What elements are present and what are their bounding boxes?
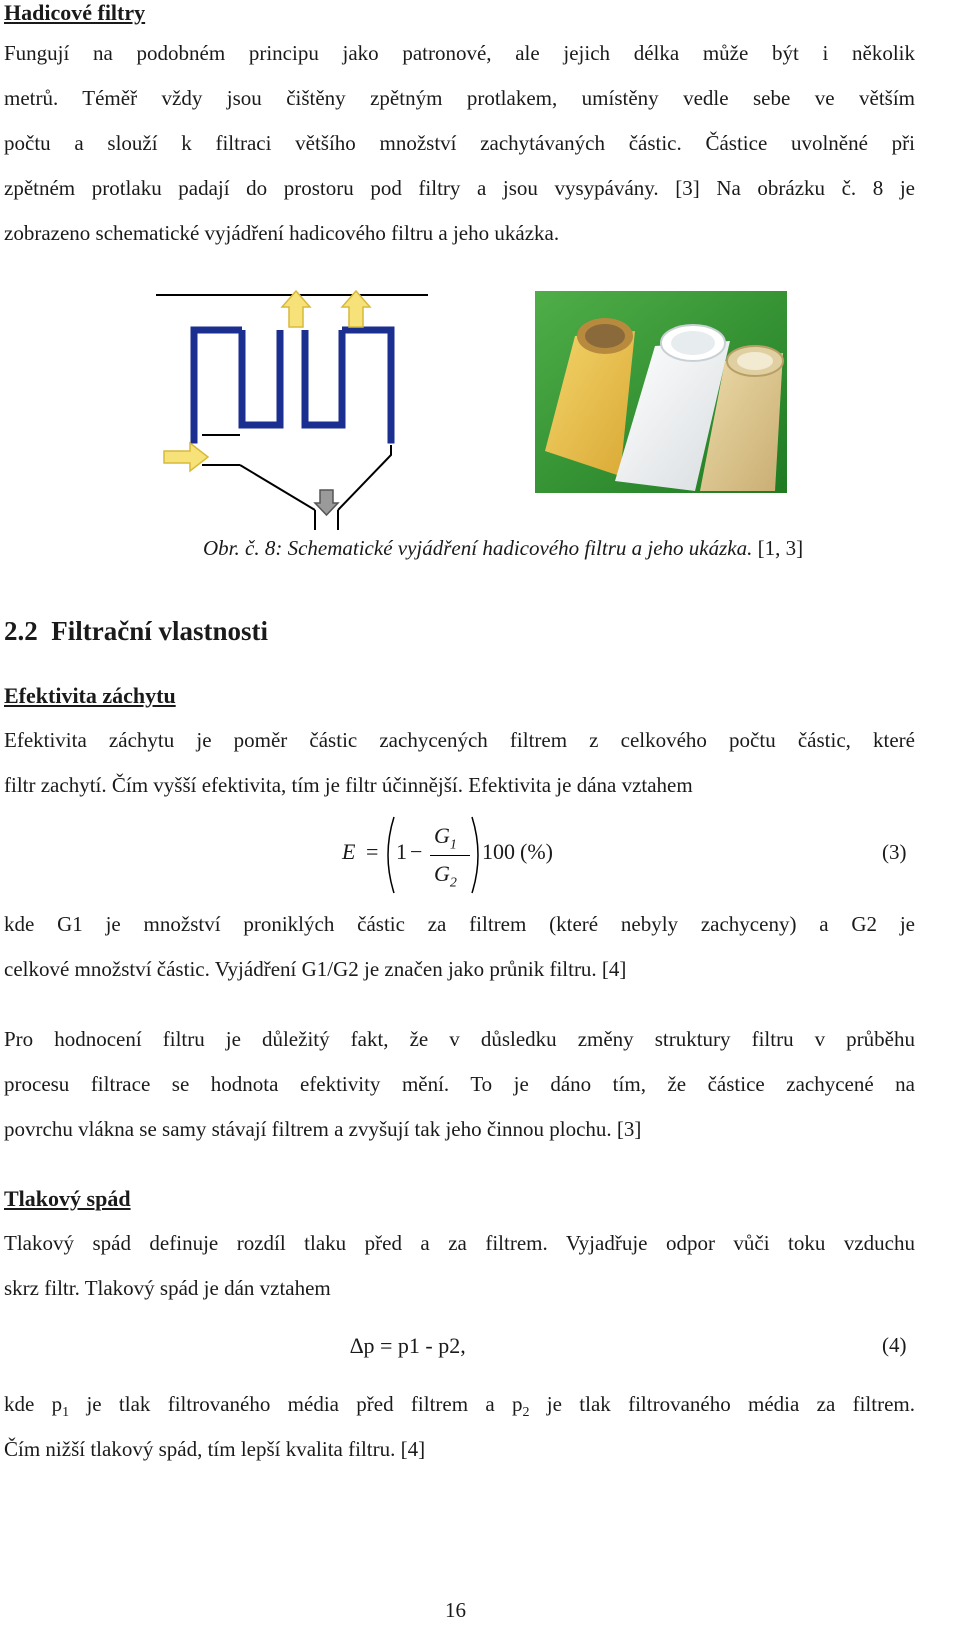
paragraph-line: zpětném protlaku padají do prostoru pod filtry a jsou vysypávány. [3] Na obrázku č. 8 je	[4, 176, 915, 200]
section-heading-hadicove-filtry: Hadicové filtry	[4, 0, 146, 25]
equation-efficiency	[330, 815, 560, 895]
paragraph-hadicove-filtry	[4, 31, 915, 256]
text-fragment: je tlak filtrovaného média před filtrem a p	[69, 1392, 523, 1416]
paragraph-line: Pro hodnocení filtru je důležitý fakt, že v důsledku změny struktury filtru v průběhu	[4, 1027, 915, 1051]
equation-pressure-drop: ∆p = p1 - p2,	[350, 1333, 466, 1358]
inlet-arrow-icon	[164, 443, 208, 471]
figure-caption	[203, 536, 803, 561]
eq-numerator	[434, 823, 457, 853]
section-title: Filtrační vlastnosti	[51, 616, 268, 646]
eq-numerator-subscript: 1	[449, 837, 457, 853]
page-number: 16	[445, 1598, 466, 1622]
paragraph-line: filtr zachytí. Čím vyšší efektivita, tím je filtr účinnější. Efektivita je dána vztahem	[4, 773, 693, 797]
paragraph-line: Efektivita záchytu je poměr částic zachycených filtrem z celkového počtu částic, které	[4, 728, 915, 752]
discharge-arrow-icon	[315, 490, 338, 515]
paragraph-line: kde G1 je množství proniklých částic za filtrem (které nebyly zachyceny) a G2 je	[4, 912, 915, 936]
paragraph-line: Tlakový spád definuje rozdíl tlaku před a za filtrem. Vyjadřuje odpor vůči toku vzduchu	[4, 1231, 915, 1255]
eq-numerator-symbol: G	[434, 823, 450, 848]
paragraph-line: Čím nižší tlakový spád, tím lepší kvalita filtru. [4]	[4, 1437, 426, 1461]
equation-number-4: (4)	[882, 1333, 907, 1357]
eq-denominator-symbol: G	[434, 861, 450, 886]
figure-caption-text: Obr. č. 8: Schematické vyjádření hadicového filtru a jeho ukázka.	[203, 536, 753, 560]
equation-number-3: (3)	[882, 840, 907, 864]
paragraph-line: Fungují na podobném principu jako patronové, ale jejich délka může být i několik	[4, 41, 915, 65]
paragraph-equation-explanation	[4, 902, 915, 992]
eq-unit: (%)	[520, 839, 553, 864]
paragraph-efficiency-change	[4, 1017, 915, 1152]
outlet-arrow-icon	[342, 291, 370, 327]
eq-minus: −	[410, 839, 423, 864]
section-title-2-2	[4, 616, 268, 647]
text-fragment: je tlak filtrovaného média za filtrem.	[529, 1392, 915, 1416]
paragraph-line	[4, 1382, 915, 1427]
paragraph-line: zobrazeno schematické vyjádření hadicového filtru a jeho ukázka.	[4, 221, 560, 245]
paragraph-line: počtu a slouží k filtraci většího množství zachytávaných částic. Částice uvolněné při	[4, 131, 915, 155]
paragraph-line: procesu filtrace se hodnota efektivity mění. To je dáno tím, že částice zachycené na	[4, 1072, 915, 1096]
eq-equals: =	[366, 839, 379, 864]
filter-bags-photo	[535, 291, 787, 493]
figure-caption-reference: [1, 3]	[752, 536, 804, 560]
bag-filter-schematic	[150, 285, 435, 530]
eq-lhs: E	[342, 839, 356, 864]
eq-denominator-subscript: 2	[449, 875, 457, 891]
paragraph-pressure-explanation	[4, 1382, 915, 1472]
subsection-heading-efektivita: Efektivita záchytu	[4, 683, 176, 708]
eq-one: 1	[396, 839, 407, 864]
left-parenthesis	[380, 815, 396, 895]
outlet-arrow-icon	[282, 291, 310, 327]
paragraph-line: povrchu vlákna se samy stávají filtrem a zvyšují tak jeho činnou plochu. [3]	[4, 1117, 642, 1141]
subsection-heading-tlakovy-spad: Tlakový spád	[4, 1186, 131, 1211]
paragraph-line: skrz filtr. Tlakový spád je dán vztahem	[4, 1276, 331, 1300]
paragraph-efektivita	[4, 718, 915, 808]
paragraph-line: metrů. Téměř vždy jsou čištěny zpětným protlakem, umístěny vedle sebe ve větším	[4, 86, 915, 110]
text-fragment: kde p	[4, 1392, 63, 1416]
section-number: 2.2	[4, 616, 38, 646]
subscript: 1	[62, 1405, 70, 1421]
subscript: 2	[522, 1405, 530, 1421]
eq-factor: 100	[482, 839, 515, 864]
paragraph-tlakovy-spad	[4, 1221, 915, 1311]
fraction-bar	[430, 855, 470, 856]
eq-denominator	[434, 861, 457, 891]
paragraph-line: celkové množství částic. Vyjádření G1/G2 je značen jako průnik filtru. [4]	[4, 957, 627, 981]
